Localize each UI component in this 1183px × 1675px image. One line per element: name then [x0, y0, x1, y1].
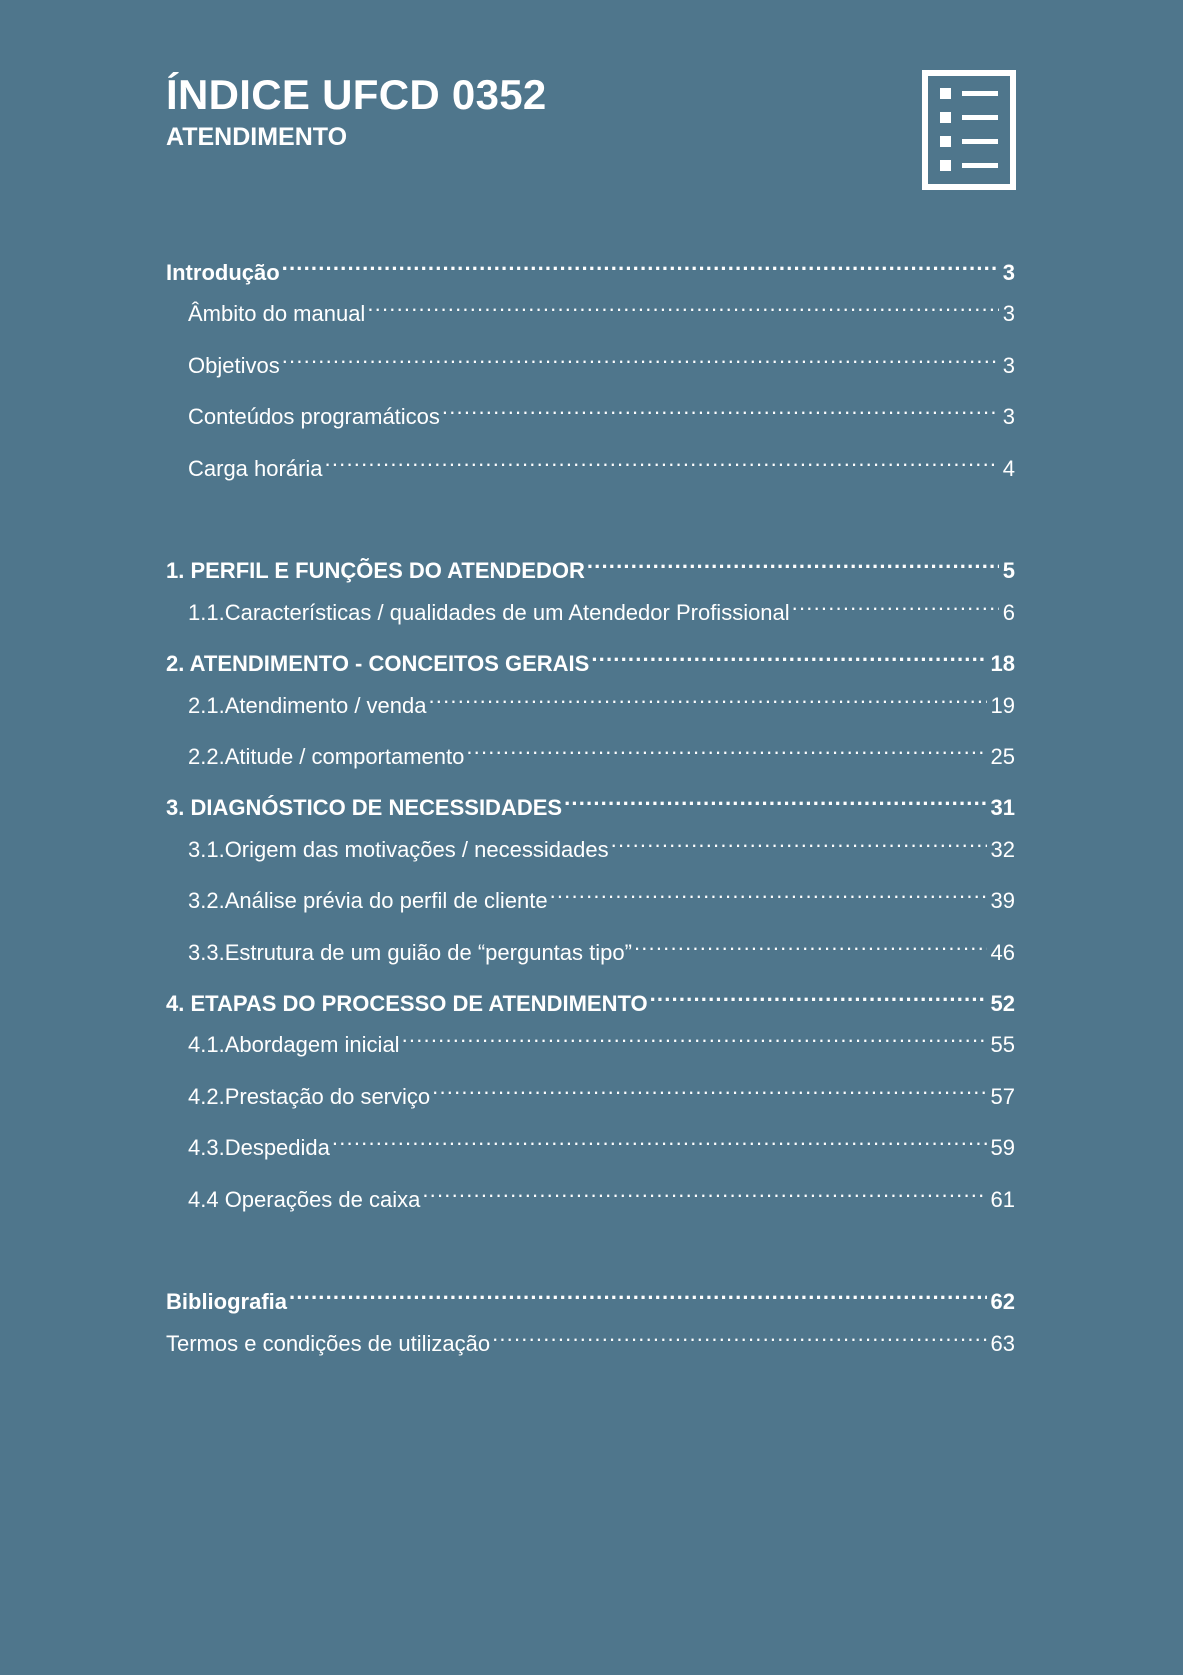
toc-entry[interactable]: 4.4 Operações de caixa ..... 61 — [166, 1177, 1015, 1207]
toc-entry[interactable]: 4.2.Prestação do serviço ..... 57 — [166, 1074, 1015, 1104]
toc-entry-termos[interactable]: Termos e condições de utilização ..... 63 — [166, 1321, 1015, 1351]
toc-entry[interactable]: Âmbito do manual ..... 3 — [166, 291, 1015, 321]
toc-entry[interactable]: 2.2.Atitude / comportamento ..... 25 — [166, 734, 1015, 764]
toc-entry[interactable]: 3.2.Análise prévia do perfil de cliente ..... 39 — [166, 878, 1015, 908]
toc-chapter-4[interactable]: 4. ETAPAS DO PROCESSO DE ATENDIMENTO ..... 52 — [166, 981, 1015, 1011]
list-document-icon — [922, 70, 1016, 190]
toc-entry[interactable]: 4.3.Despedida ..... 59 — [166, 1125, 1015, 1155]
toc-entry[interactable]: Conteúdos programáticos ..... 3 — [166, 394, 1015, 424]
toc-entry[interactable]: Carga horária ..... 4 — [166, 446, 1015, 476]
toc-entry[interactable]: 4.1.Abordagem inicial ..... 55 — [166, 1022, 1015, 1052]
toc-chapter-1[interactable]: 1. PERFIL E FUNÇÕES DO ATENDEDOR ..... 5 — [166, 548, 1015, 578]
toc-entry[interactable]: 3.1.Origem das motivações / necessidades ..... 32 — [166, 827, 1015, 857]
toc-entry-bibliografia[interactable]: Bibliografia ..... 62 — [166, 1279, 1015, 1309]
page-header — [166, 70, 547, 152]
toc-entry[interactable]: Objetivos ..... 3 — [166, 343, 1015, 373]
toc-entry[interactable]: 2.1.Atendimento / venda ..... 19 — [166, 683, 1015, 713]
toc-entry-introducao[interactable]: Introdução ..... 3 — [166, 250, 1015, 280]
toc-entry[interactable]: 1.1.Características / qualidades de um Atendedor Profissional ..... 6 — [166, 590, 1015, 620]
toc-chapter-2[interactable]: 2. ATENDIMENTO - CONCEITOS GERAIS ..... 18 — [166, 641, 1015, 671]
page-title: ÍNDICE UFCD 0352 — [166, 71, 547, 118]
toc-chapter-3[interactable]: 3. DIAGNÓSTICO DE NECESSIDADES ..... 31 — [166, 785, 1015, 815]
toc-entry[interactable]: 3.3.Estrutura de um guião de “perguntas tipo” ..... 46 — [166, 930, 1015, 960]
page-subtitle: ATENDIMENTO — [166, 123, 348, 151]
